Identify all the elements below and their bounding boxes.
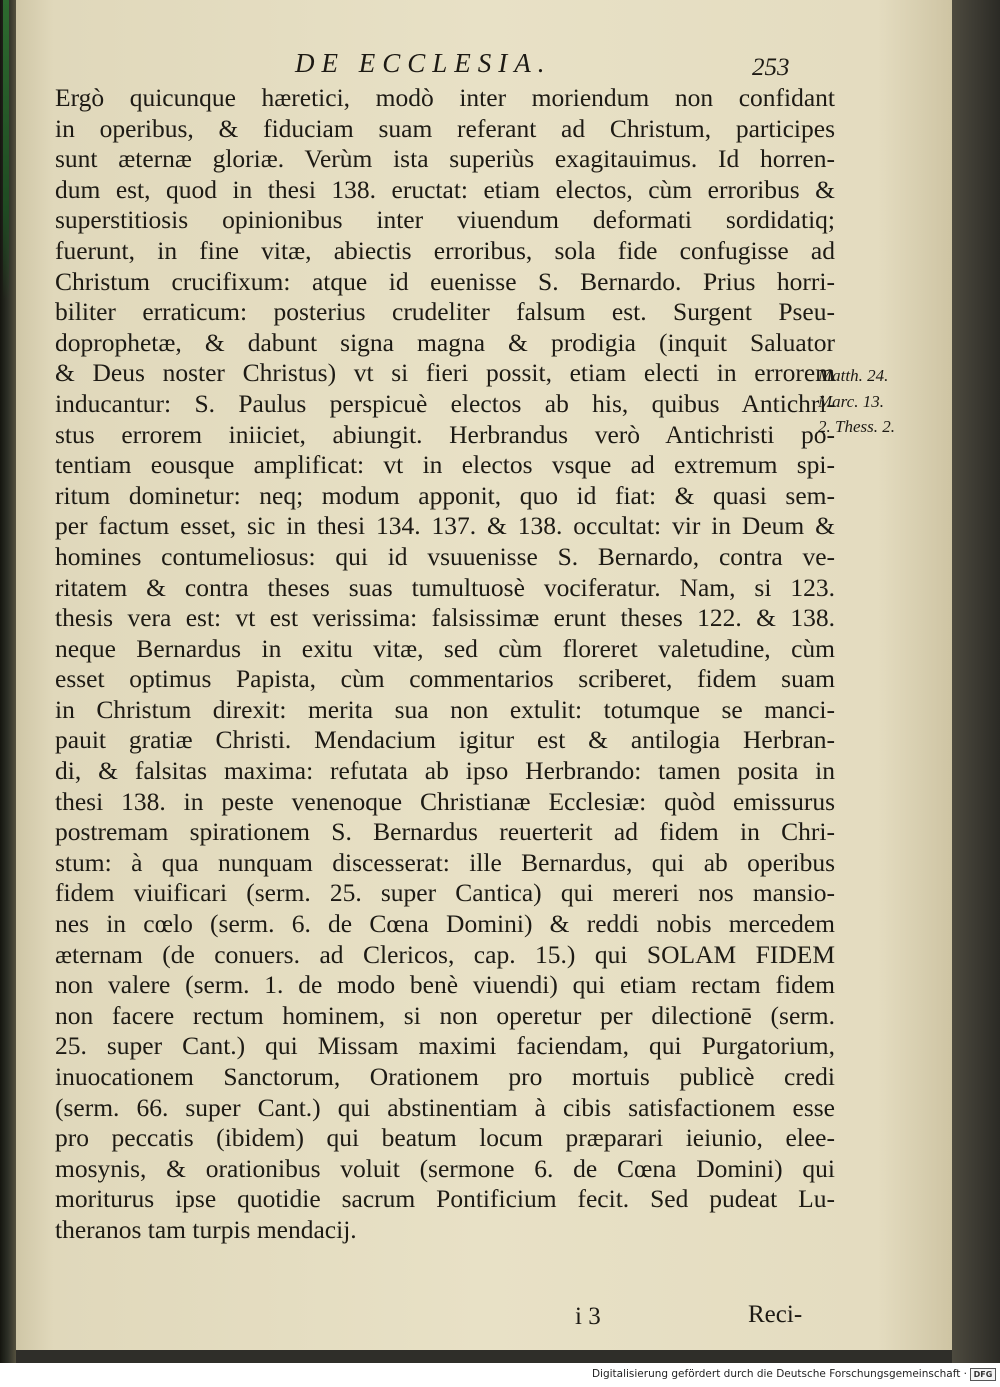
text-line: æternam (de conuers. ad Clericos, cap. 15.) qui SOLAM FIDEM (55, 939, 835, 969)
running-head: DE ECCLESIA. (295, 48, 552, 78)
bottom-margin-shadow (16, 1350, 952, 1363)
catchword: Reci- (748, 1301, 803, 1328)
text-line: stum: à qua nunquam discesserat: ille Bernardus, qui ab operibus (55, 847, 835, 877)
right-margin-shadow (952, 0, 1000, 1363)
text-line: inuocationem Sanctorum, Orationem pro mortuis publicè credi (55, 1062, 835, 1091)
text-line: & Deus noster Christus) vt si fieri possit, etiam electi in errorem (55, 358, 835, 388)
text-line: postremam spirationem S. Bernardus reuerterit ad fidem in Chri- (55, 817, 835, 847)
text-line: biliter erraticum: posterius crudeliter falsum est. Surgent Pseu- (55, 297, 835, 327)
dfg-logo: DFG (970, 1368, 996, 1381)
text-line: neque Bernardus in exitu vitæ, sed cùm floreret valetudine, cùm (55, 633, 835, 663)
text-line: dum est, quod in thesi 138. eructat: etiam electos, cùm erroribus & (55, 174, 835, 204)
text-line: esset optimus Papista, cùm commentarios scriberet, fidem suam (55, 664, 835, 694)
text-line: homines contumeliosus: qui id vsuuenisse S. Bernardo, contra ve- (55, 541, 835, 571)
text-line: mosynis, & orationibus voluit (sermone 6. de Cœna Domini) qui (55, 1153, 835, 1183)
text-line: in Christum direxit: merita sua non extulit: totumque se manci- (55, 694, 835, 724)
text-line: Christum crucifixum: atque id euenisse S. Bernardo. Prius horri- (55, 266, 835, 296)
signature-mark: i 3 (575, 1303, 601, 1330)
text-line: nes in cœlo (serm. 6. de Cœna Domini) & reddi nobis mercedem (55, 909, 835, 939)
text-line: moriturus ipse quotidie sacrum Pontificium fecit. Sed pudeat Lu- (55, 1184, 835, 1214)
text-line: non facere rectum hominem, si non operetur per dilectionē (serm. (55, 1000, 835, 1030)
marginal-note: 2. Thess. 2. (818, 417, 895, 436)
text-line: doprophetæ, & dabunt signa magna & prodigia (inquit Saluator (55, 327, 835, 357)
body-text (55, 83, 835, 1246)
text-line: superstitiosis opinionibus inter viuendum deformati sordidatiq; (55, 205, 835, 235)
text-line: non valere (serm. 1. de modo benè viuendi) qui etiam rectam fidem (55, 970, 835, 1000)
text-line: (serm. 66. super Cant.) qui abstinentiam à cibis satisfactionem esse (55, 1092, 835, 1122)
text-line: pro peccatis (ibidem) qui beatum locum præparari ieiunio, elee- (55, 1123, 835, 1153)
text-line: in operibus, & fiduciam suam referant ad Christum, participes (55, 113, 835, 143)
text-line: Ergò quicunque hæretici, modò inter moriendum non confidant (55, 83, 835, 112)
text-line: per factum esset, sic in thesi 134. 137. & 138. occultat: vir in Deum & (55, 511, 835, 541)
text-line: thesis vera est: vt est verissima: falsissimæ erunt theses 122. & 138. (55, 603, 835, 633)
text-line: 25. super Cant.) qui Missam maximi faciendam, qui Purgatorium, (55, 1031, 835, 1061)
text-line: pauit gratiæ Christi. Mendacium igitur est & antilogia Herbran- (55, 725, 835, 755)
spine-green-edge (3, 0, 9, 300)
digitization-footer (0, 1363, 1000, 1387)
marginal-note: Marc. 13. (818, 392, 884, 411)
text-line: fidem viuificari (serm. 25. super Cantica) qui mereri nos mansio- (55, 878, 835, 908)
text-line: tentiam eousque amplificat: vt in electos vsque ad extremum spi- (55, 450, 835, 480)
text-line: sunt æternæ gloriæ. Verùm ista superiùs exagitauimus. Id horren- (55, 144, 835, 174)
text-line: ritum dominetur: neq; modum apponit, quo id fiat: & quasi sem- (55, 480, 835, 510)
text-line: fuerunt, in fine vitæ, abiectis erroribus, sola fide confugisse ad (55, 235, 835, 265)
text-line: theranos tam turpis mendacij. (55, 1214, 357, 1244)
page-number: 253 (752, 54, 790, 81)
funding-credit: Digitalisierung gefördert durch die Deutsche Forschungsgemeinschaft · (591, 1368, 967, 1380)
text-line: di, & falsitas maxima: refutata ab ipso Herbrando: tamen posita in (55, 756, 835, 786)
text-line: inducantur: S. Paulus perspicuè electos ab his, quibus Antichri- (55, 388, 835, 418)
text-line: ritatem & contra theses suas tumultuosè vociferatur. Nam, si 123. (55, 572, 835, 602)
text-line: thesi 138. in peste venenoque Christianæ Ecclesiæ: quòd emissurus (55, 786, 835, 816)
text-line: stus errorem iniiciet, abiungit. Herbrandus verò Antichristi po- (55, 419, 835, 449)
marginal-note: Matth. 24. (818, 366, 889, 385)
